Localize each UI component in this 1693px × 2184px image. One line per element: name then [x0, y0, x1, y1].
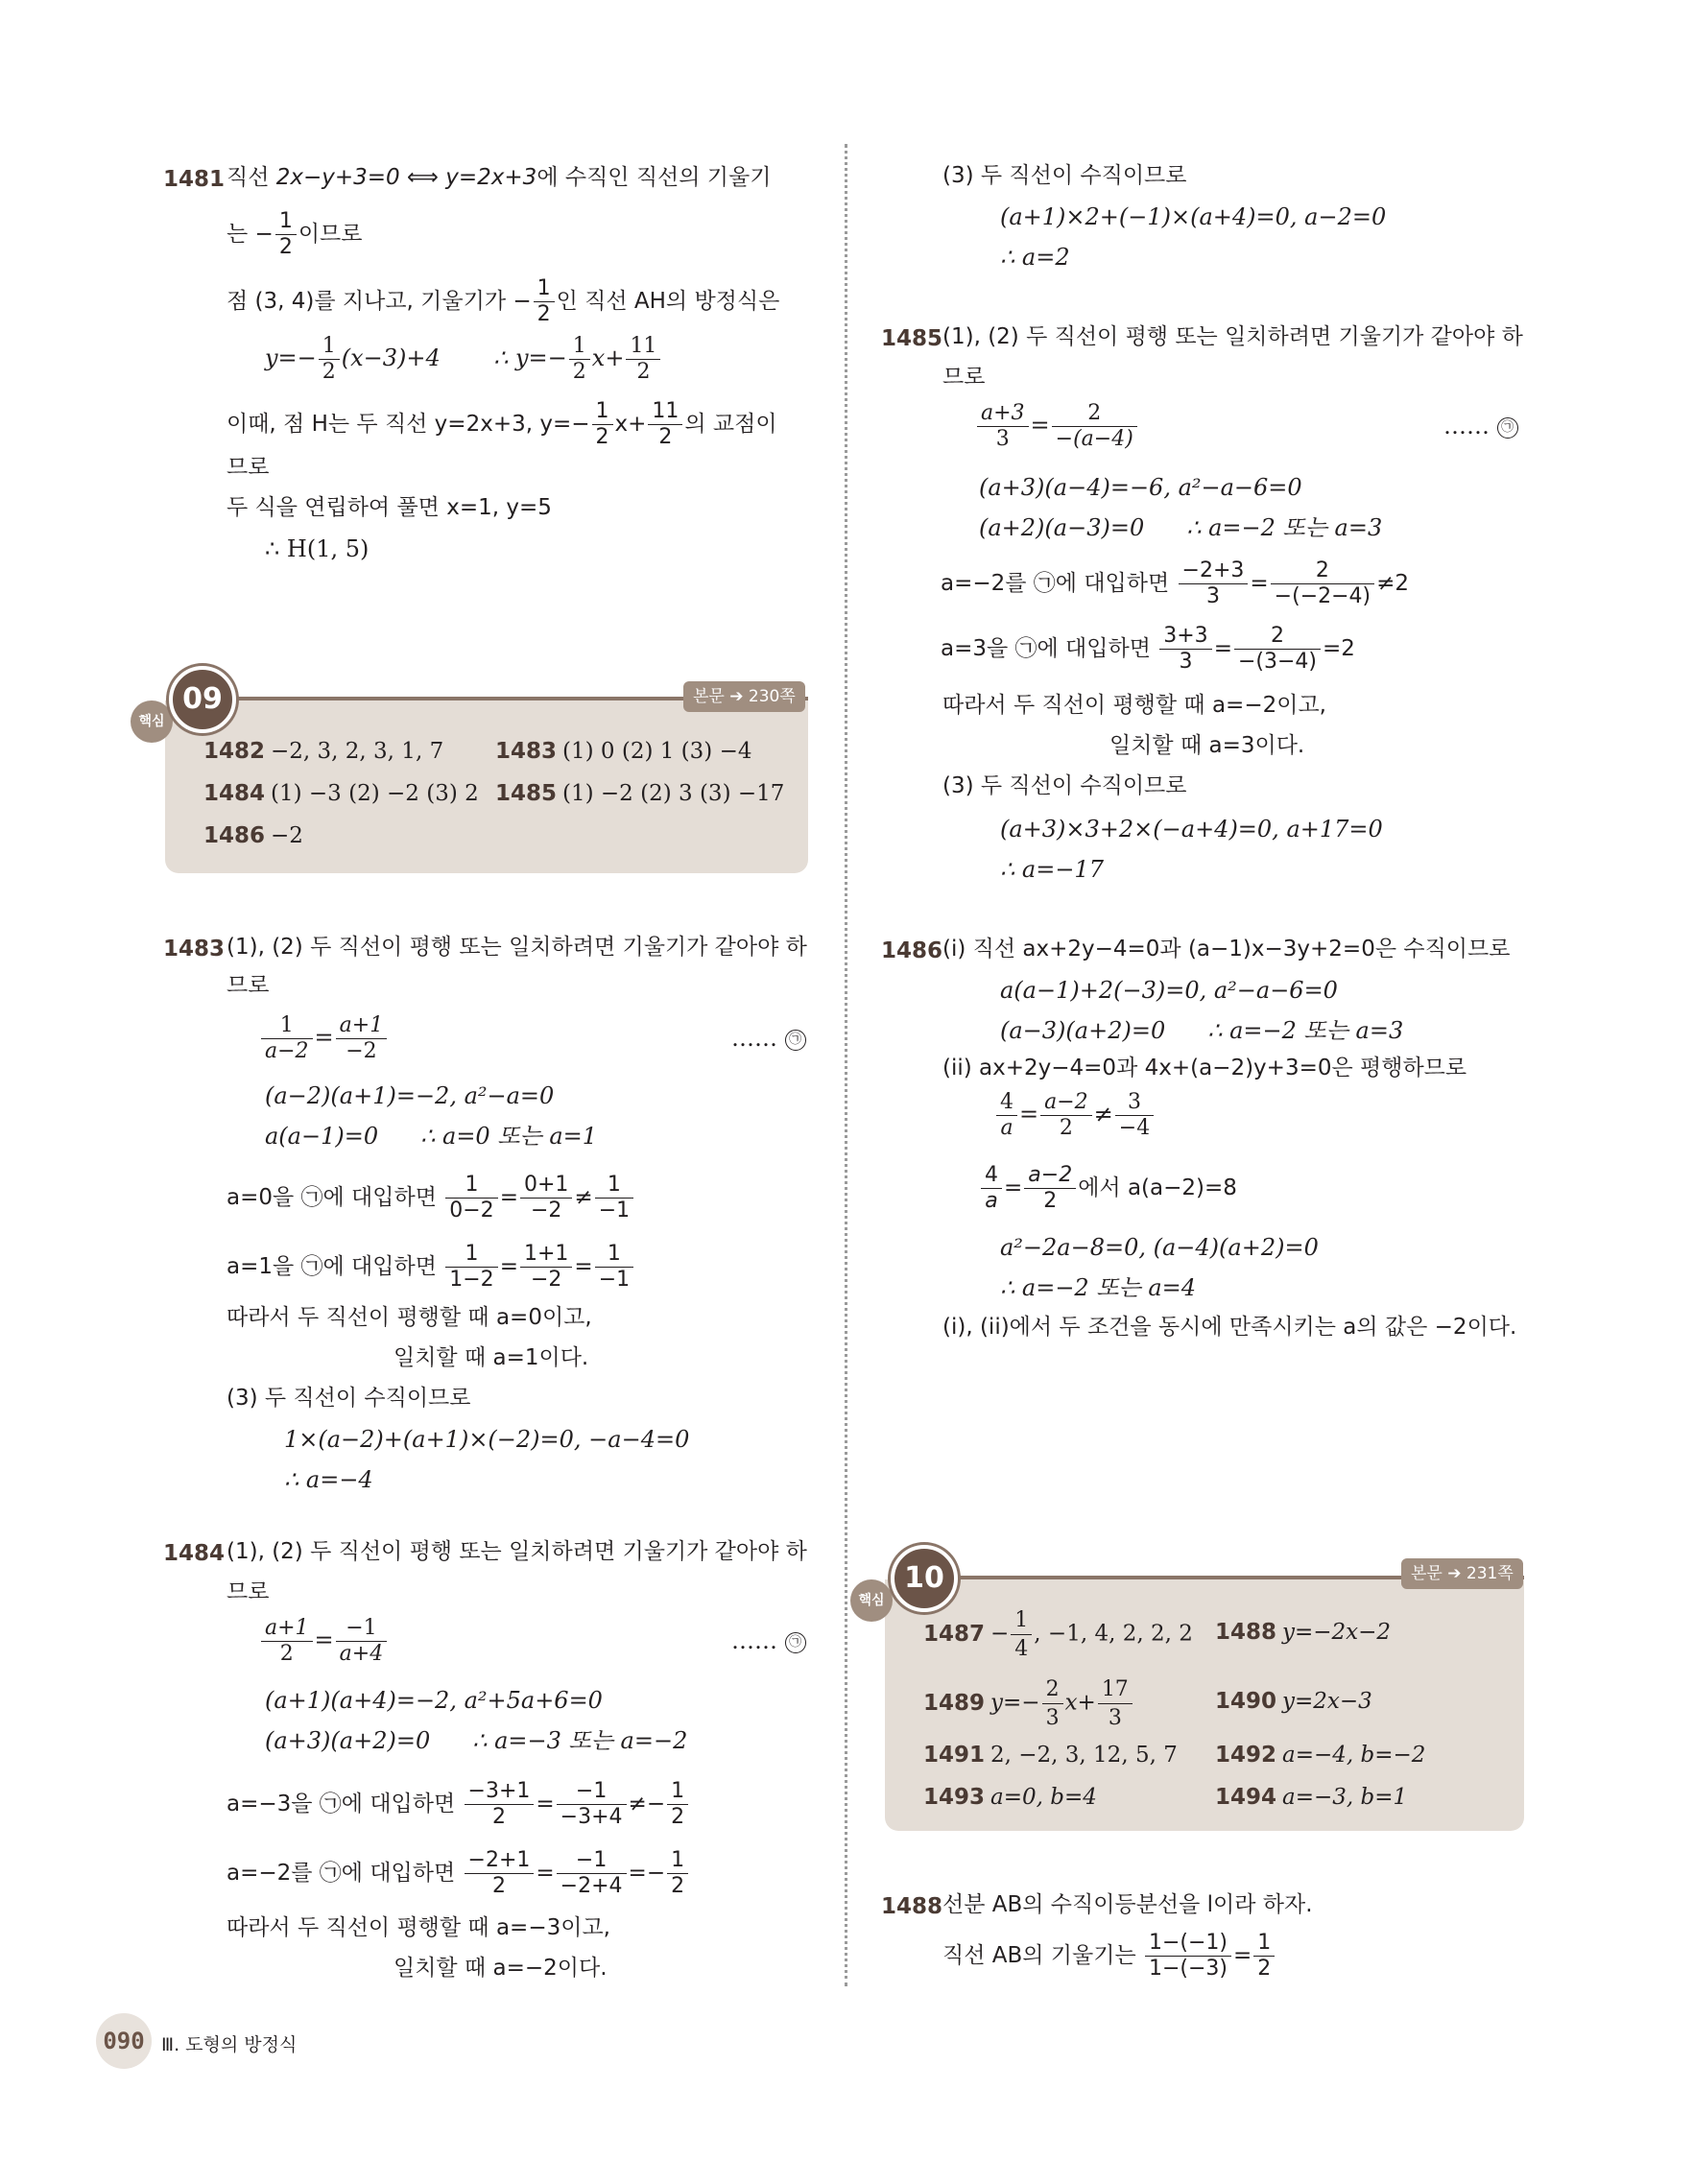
equation-tag: …… ㉠	[731, 1629, 806, 1653]
equation: $\frac{a+1}{2}$ = $\frac{-1}{a+4}$	[259, 1618, 389, 1665]
line: (a−3)(a+2)=0 ∴ a=−2 또는 a=3	[1000, 1017, 1404, 1044]
line: (3) 두 직선이 수직이므로	[942, 773, 1187, 798]
line: (a−2)(a+1)=−2, a²−a=0	[265, 1082, 555, 1109]
line: ∴ a=−17	[1000, 856, 1104, 883]
line: 따라서 두 직선이 평행할 때 a=0이고,	[227, 1305, 592, 1330]
line: 따라서 두 직선이 평행할 때 a=−3이고,	[227, 1915, 610, 1940]
line: (i) 직선 ax+2y−4=0과 (a−1)x−3y+2=0은 수직이므로	[942, 937, 1511, 961]
problem-number: 1483	[163, 937, 226, 961]
column-divider	[845, 144, 847, 1986]
line: ∴ a=2	[1000, 244, 1070, 271]
answer-1486: 1486 −2	[203, 823, 303, 848]
page-number: 090	[96, 2013, 152, 2069]
problem-number: 1481	[163, 167, 226, 192]
line: 일치할 때 a=1이다.	[393, 1345, 589, 1370]
equation: y=− $\frac{1}{2}$ (x−3)+4 ∴ y=− $\frac{1}{2}$ x+ $\frac{11}{2}$	[265, 336, 662, 383]
line: (a+3)(a−4)=−6, a²−a−6=0	[979, 474, 1302, 501]
answer-1490: 1490 y=2x−3	[1215, 1689, 1372, 1714]
section-badge: 10	[891, 1545, 958, 1612]
line: 일치할 때 a=−2이다.	[393, 1956, 608, 1981]
page-reference: 본문 ➔ 231쪽	[1401, 1558, 1523, 1589]
answer-1484: 1484 (1) −3 (2) −2 (3) 2	[203, 781, 479, 806]
line: a=−2를 ㉠에 대입하면 $\frac{-2+3}{3}$ = $\frac{2}{-(-2-4)}$ ≠2	[941, 558, 1410, 608]
line: a(a−1)+2(−3)=0, a²−a−6=0	[1000, 977, 1338, 1004]
line: 선분 AB의 수직이등분선을 l이라 하자.	[942, 1892, 1313, 1917]
line: a=1을 ㉠에 대입하면 $\frac{1}{1-2}$ = $\frac{1+1}{-2}$ = $\frac{1}{-1}$	[227, 1244, 635, 1291]
answer-1482: 1482 −2, 3, 2, 3, 1, 7	[203, 739, 444, 764]
line: 므로	[227, 455, 270, 480]
line: 므로	[942, 365, 986, 390]
equation-tag: …… ㉠	[731, 1027, 806, 1051]
line: 점 (3, 4)를 지나고, 기울기가 − $\frac{1}{2}$ 인 직선 AH의 방정식은	[227, 276, 780, 326]
line: a=−2를 ㉠에 대입하면 $\frac{-2+1}{2}$ = $\frac{-1}{-2+4}$ =− $\frac{1}{2}$	[227, 1850, 690, 1897]
answer-1494: 1494 a=−3, b=1	[1215, 1785, 1408, 1810]
answer-1488: 1488 y=−2x−2	[1215, 1620, 1392, 1645]
equation: $\frac{1}{a-2}$ = $\frac{a+1}{-2}$	[259, 1015, 389, 1062]
answer-1485: 1485 (1) −2 (2) 3 (3) −17	[495, 781, 785, 806]
line: 일치할 때 a=3이다.	[1109, 733, 1305, 758]
line: (a+2)(a−3)=0 ∴ a=−2 또는 a=3	[979, 514, 1383, 541]
line: a²−2a−8=0, (a−4)(a+2)=0	[1000, 1234, 1319, 1261]
answer-1489: 1489 y=− $\frac{2}{3}$ x+ $\frac{17}{3}$	[923, 1677, 1134, 1730]
problem-number: 1485	[881, 326, 943, 351]
line: (3) 두 직선이 수직이므로	[942, 163, 1187, 188]
line: 직선 2x−y+3=0 ⟺ y=2x+3에 수직인 직선의 기울기	[227, 165, 772, 190]
line: 직선 AB의 기울기는 $\frac{1-(-1)}{1-(-3)}$ = $\frac{1}{2}$	[942, 1933, 1276, 1980]
answer-1491: 1491 2, −2, 3, 12, 5, 7	[923, 1743, 1178, 1768]
line: 1×(a−2)+(a+1)×(−2)=0, −a−4=0	[284, 1426, 690, 1453]
line: $\frac{4}{a}$ = $\frac{a-2}{2}$ 에서 a(a−2)=8	[979, 1165, 1237, 1212]
line: (i), (ii)에서 두 조건을 동시에 만족시키는 a의 값은 −2이다.	[942, 1315, 1517, 1340]
line: 두 식을 연립하여 풀면 x=1, y=5	[227, 495, 552, 520]
equation: $\frac{4}{a}$ = $\frac{a-2}{2}$ ≠ $\frac{3}{-4}$	[994, 1092, 1156, 1139]
line: (3) 두 직선이 수직이므로	[227, 1386, 471, 1411]
chapter-title: Ⅲ. 도형의 방정식	[161, 2034, 298, 2055]
core-label: 핵심	[850, 1579, 893, 1622]
line: 므로	[227, 973, 270, 998]
line: ∴ a=−2 또는 a=4	[1000, 1274, 1197, 1301]
core-label: 핵심	[131, 700, 173, 743]
line: a=3을 ㉠에 대입하면 $\frac{3+3}{3}$ = $\frac{2}{-(3-4)}$ =2	[941, 624, 1355, 674]
equation-tag: …… ㉠	[1443, 415, 1518, 439]
line: (1), (2) 두 직선이 평행 또는 일치하려면 기울기가 같아야 하	[942, 324, 1523, 349]
line: (1), (2) 두 직선이 평행 또는 일치하려면 기울기가 같아야 하	[227, 935, 807, 960]
page-reference: 본문 ➔ 230쪽	[683, 681, 805, 712]
answer-1492: 1492 a=−4, b=−2	[1215, 1743, 1426, 1768]
line: (ii) ax+2y−4=0과 4x+(a−2)y+3=0은 평행하므로	[942, 1056, 1467, 1080]
answer-1493: 1493 a=0, b=4	[923, 1785, 1097, 1810]
line: (a+3)×3+2×(−a+4)=0, a+17=0	[1000, 816, 1383, 843]
answer-1483: 1483 (1) 0 (2) 1 (3) −4	[495, 739, 752, 764]
problem-number: 1486	[881, 938, 943, 963]
problem-number: 1484	[163, 1541, 226, 1566]
problem-number: 1488	[881, 1894, 943, 1919]
line: a(a−1)=0 ∴ a=0 또는 a=1	[265, 1123, 598, 1150]
line: a=0을 ㉠에 대입하면 $\frac{1}{0-2}$ = $\frac{0+1}{-2}$ ≠ $\frac{1}{-1}$	[227, 1175, 635, 1222]
line: (a+3)(a+2)=0 ∴ a=−3 또는 a=−2	[265, 1727, 688, 1754]
line: (a+1)×2+(−1)×(a+4)=0, a−2=0	[1000, 203, 1387, 230]
answer-1487: 1487 − $\frac{1}{4}$ , −1, 4, 2, 2, 2	[923, 1608, 1193, 1661]
line: 는 − $\frac{1}{2}$ 이므로	[227, 209, 363, 259]
line: (1), (2) 두 직선이 평행 또는 일치하려면 기울기가 같아야 하	[227, 1539, 807, 1564]
line: ∴ a=−4	[284, 1466, 373, 1493]
section-badge: 09	[169, 666, 236, 733]
equation: $\frac{a+3}{3}$ = $\frac{2}{-(a-4)}$	[975, 403, 1139, 450]
line: 므로	[227, 1579, 270, 1604]
line: ∴ H(1, 5)	[265, 535, 370, 562]
line: 이때, 점 H는 두 직선 y=2x+3, y=− $\frac{1}{2}$ x+ $\frac{11}{2}$ 의 교점이	[227, 399, 777, 449]
line: 따라서 두 직선이 평행할 때 a=−2이고,	[942, 693, 1326, 718]
line: (a+1)(a+4)=−2, a²+5a+6=0	[265, 1687, 603, 1714]
line: a=−3을 ㉠에 대입하면 $\frac{-3+1}{2}$ = $\frac{-1}{-3+4}$ ≠− $\frac{1}{2}$	[227, 1781, 690, 1828]
